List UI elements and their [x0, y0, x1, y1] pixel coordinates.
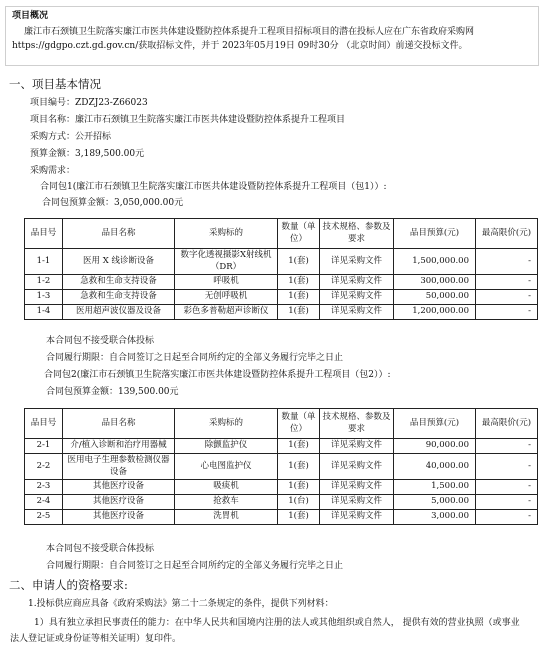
lot1-no-consortium: 本合同包不接受联合体投标 [46, 336, 155, 346]
section-1-heading: 一、项目基本情况 [9, 77, 101, 91]
cell-limit: - [476, 249, 538, 275]
cell-qty: 1(套) [278, 290, 320, 305]
cell-name: 急救和生命支持设备 [63, 275, 175, 290]
header-limit: 最高限价(元) [476, 409, 538, 439]
lot2-table [24, 408, 538, 525]
cell-budget: 90,000.00 [394, 439, 476, 454]
table-row [25, 454, 538, 480]
qualification-item-1-1: 1）具有独立承担民事责任的能力：在中华人民共和国境内注册的法人或其他组织或自然人， 提供有效的营业执照（或事业 [34, 618, 520, 628]
cell-spec: 详见采购文件 [320, 495, 394, 510]
header-item-no: 品目号 [25, 219, 63, 249]
cell-qty: 1(套) [278, 249, 320, 275]
cell-limit: - [476, 290, 538, 305]
table-row [25, 290, 538, 305]
cell-target: 吸痰机 [175, 480, 278, 495]
cell-spec: 详见采购文件 [320, 249, 394, 275]
qualification-item-1-1-cont: 法人登记证或身份证等相关证明）复印件。 [10, 634, 182, 644]
cell-name: 介/植入诊断和治疗用器械 [63, 439, 175, 454]
cell-limit: - [476, 454, 538, 480]
cell-no: 2-1 [25, 439, 63, 454]
table-row [25, 249, 538, 275]
cell-target: 无创呼吸机 [175, 290, 278, 305]
project-name: 项目名称：廉江市石颈镇卫生院落实廉江市医共体建设暨防控体系提升工程项目 [30, 115, 346, 125]
cell-qty: 1(台) [278, 495, 320, 510]
lot2-title: 合同包2(廉江市石颈镇卫生院落实廉江市医共体建设暨防控体系提升工程项目（包2））: [44, 370, 391, 380]
table-row [25, 275, 538, 290]
lot1-budget: 合同包预算金额：3,050,000.00元 [42, 198, 184, 208]
cell-limit: - [476, 495, 538, 510]
lot1-title: 合同包1(廉江市石颈镇卫生院落实廉江市医共体建设暨防控体系提升工程项目（包1））: [40, 182, 387, 192]
procurement-demand: 采购需求： [30, 166, 76, 176]
cell-spec: 详见采购文件 [320, 290, 394, 305]
cell-no: 2-5 [25, 510, 63, 525]
cell-limit: - [476, 275, 538, 290]
cell-name: 医用 X 线诊断设备 [63, 249, 175, 275]
section-2-heading: 二、申请人的资格要求: [9, 578, 128, 592]
project-number: 项目编号：ZDZJ23-Z66023 [30, 98, 148, 108]
cell-limit: - [476, 439, 538, 454]
cell-target: 数字化透视摄影X射线机（DR） [175, 249, 278, 275]
cell-qty: 1(套) [278, 480, 320, 495]
cell-qty: 1(套) [278, 510, 320, 525]
cell-qty: 1(套) [278, 275, 320, 290]
header-limit: 最高限价(元) [476, 219, 538, 249]
cell-qty: 1(套) [278, 305, 320, 320]
cell-qty: 1(套) [278, 439, 320, 454]
cell-spec: 详见采购文件 [320, 480, 394, 495]
lot2-header-row [25, 409, 538, 439]
header-spec: 技术规格、参数及要求 [320, 409, 394, 439]
project-overview-box [5, 6, 539, 66]
lot2-period: 合同履行期限：自合同签订之日起至合同所约定的全部义务履行完毕之日止 [46, 561, 344, 571]
header-quantity: 数量（单位） [278, 219, 320, 249]
header-target: 采购标的 [175, 409, 278, 439]
table-row [25, 305, 538, 320]
header-item-name: 品目名称 [63, 409, 175, 439]
cell-target: 彩色多普勒超声诊断仪 [175, 305, 278, 320]
cell-no: 2-2 [25, 454, 63, 480]
lot2-no-consortium: 本合同包不接受联合体投标 [46, 544, 155, 554]
lot2-budget: 合同包预算金额：139,500.00元 [46, 387, 179, 397]
cell-target: 洗胃机 [175, 510, 278, 525]
cell-limit: - [476, 480, 538, 495]
header-budget: 品目预算(元) [394, 219, 476, 249]
lot1-period: 合同履行期限：自合同签订之日起至合同所约定的全部义务履行完毕之日止 [46, 353, 344, 363]
cell-spec: 详见采购文件 [320, 439, 394, 454]
cell-spec: 详见采购文件 [320, 454, 394, 480]
table-row [25, 495, 538, 510]
qualification-item-1: 1.投标供应商应具备《政府采购法》第二十二条规定的条件，提供下列材料： [28, 599, 334, 609]
table-row [25, 480, 538, 495]
cell-budget: 5,000.00 [394, 495, 476, 510]
cell-name: 其他医疗设备 [63, 480, 175, 495]
cell-target: 心电图监护仪 [175, 454, 278, 480]
lot1-header-row [25, 219, 538, 249]
cell-name: 急救和生命支持设备 [63, 290, 175, 305]
cell-limit: - [476, 305, 538, 320]
cell-no: 1-2 [25, 275, 63, 290]
cell-name: 医用超声波仪器及设备 [63, 305, 175, 320]
cell-name: 医用电子生理参数检测仪器设备 [63, 454, 175, 480]
header-budget: 品目预算(元) [394, 409, 476, 439]
cell-no: 2-3 [25, 480, 63, 495]
cell-budget: 1,500,000.00 [394, 249, 476, 275]
cell-no: 1-3 [25, 290, 63, 305]
lot1-table [24, 218, 538, 320]
cell-name: 其他医疗设备 [63, 495, 175, 510]
cell-spec: 详见采购文件 [320, 305, 394, 320]
cell-limit: - [476, 510, 538, 525]
overview-title: 项目概况 [12, 11, 49, 21]
table-row [25, 510, 538, 525]
cell-budget: 3,000.00 [394, 510, 476, 525]
header-target: 采购标的 [175, 219, 278, 249]
procurement-method: 采购方式：公开招标 [30, 132, 112, 142]
cell-budget: 1,200,000.00 [394, 305, 476, 320]
table-row [25, 439, 538, 454]
cell-budget: 300,000.00 [394, 275, 476, 290]
cell-budget: 1,500.00 [394, 480, 476, 495]
cell-budget: 50,000.00 [394, 290, 476, 305]
cell-target: 抢救车 [175, 495, 278, 510]
header-item-no: 品目号 [25, 409, 63, 439]
budget-amount: 预算金额：3,189,500.00元 [30, 149, 145, 159]
header-spec: 技术规格、参数及要求 [320, 219, 394, 249]
header-item-name: 品目名称 [63, 219, 175, 249]
cell-spec: 详见采购文件 [320, 510, 394, 525]
cell-no: 2-4 [25, 495, 63, 510]
cell-spec: 详见采购文件 [320, 275, 394, 290]
cell-name: 其他医疗设备 [63, 510, 175, 525]
cell-target: 除颤监护仪 [175, 439, 278, 454]
cell-budget: 40,000.00 [394, 454, 476, 480]
header-quantity: 数量（单位） [278, 409, 320, 439]
cell-no: 1-4 [25, 305, 63, 320]
overview-text: 廉江市石颈镇卫生院落实廉江市医共体建设暨防控体系提升工程项目招标项目的潜在投标人应在广东省政府采购网https://gdgpo.czt.gd.gov.cn/获取招标文件，并于 2023年05月19日 09时30分 （北京时间）前递交投标文件。 [12, 27, 475, 51]
cell-target: 呼吸机 [175, 275, 278, 290]
cell-qty: 1(套) [278, 454, 320, 480]
cell-no: 1-1 [25, 249, 63, 275]
